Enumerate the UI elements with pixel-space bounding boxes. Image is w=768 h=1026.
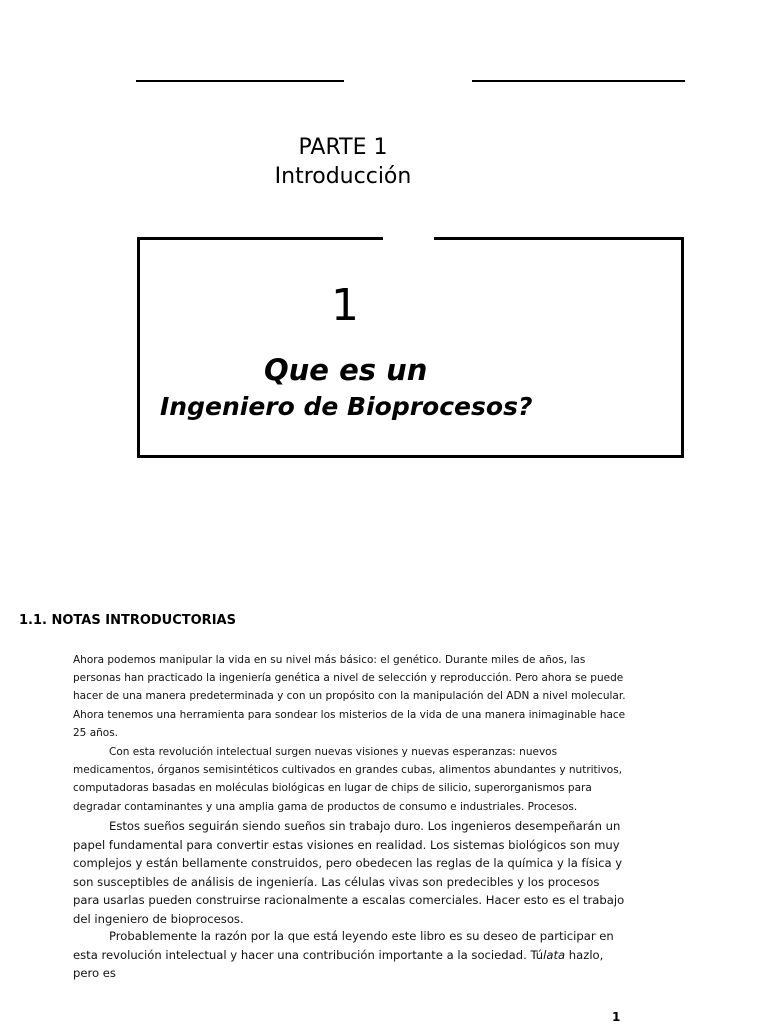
paragraph-4-text-before: Probablemente la razón por la que está leyendo este libro es su deseo de participar en esta revolución intelectual y hacer una contribución importante a la sociedad. Tú bbox=[73, 929, 614, 962]
chapter-box-gap bbox=[383, 236, 434, 242]
paragraph-4-text-after: hazlo, pero es bbox=[73, 947, 604, 980]
paragraph-4 bbox=[73, 927, 629, 983]
paragraph-4-italic: lata bbox=[543, 947, 566, 962]
chapter-title-box bbox=[137, 237, 684, 458]
section-heading: 1.1. NOTAS INTRODUCTORIAS bbox=[19, 613, 236, 628]
part-title: Introducción bbox=[274, 164, 412, 189]
part-label: PARTE 1 bbox=[298, 135, 388, 160]
paragraph-3: Estos sueños seguirán siendo sueños sin trabajo duro. Los ingenieros desempeñarán un papel fundamental para convertir estas visiones en realidad. Los sistemas biológicos son muy complejos y están bellamente construidos, pero obedecen las reglas de la química y la física y son susceptibles de análisis de ingeniería. Las células vivas son predecibles y los procesos para usarlas pueden construirse racionalmente a escalas comerciales. Hacer esto es el trabajo del ingeniero de bioprocesos. bbox=[73, 819, 625, 926]
chapter-title-line-1: Que es un bbox=[264, 353, 428, 387]
paragraph-2: Con esta revolución intelectual surgen nuevas visiones y nuevas esperanzas: nuevos medicamentos, órganos semisintéticos cultivados en grandes cubas, alimentos abundantes y nutritivos, computadoras basadas en moléculas biológicas en lugar de chips de silicio, superorganismos para degradar contaminantes y una amplia gama de productos de consumo e industriales. Procesos. bbox=[73, 746, 623, 813]
top-rule-right bbox=[472, 80, 685, 82]
chapter-number: 1 bbox=[331, 280, 359, 331]
top-rule-left bbox=[136, 80, 344, 82]
chapter-title-line-2: Ingeniero de Bioprocesos? bbox=[160, 392, 533, 421]
page-number: 1 bbox=[612, 1010, 621, 1024]
paragraph-1: Ahora podemos manipular la vida en su nivel más básico: el genético. Durante miles de años, las personas han practicado la ingeniería genética a nivel de selección y reproducción. Pero ahora se puede hacer de una manera predeterminada y con un propósito con la manipulación del ADN a nivel molecular. Ahora tenemos una herramienta para sondear los misterios de la vida de una manera inimaginable hace 25 años. bbox=[73, 654, 626, 739]
